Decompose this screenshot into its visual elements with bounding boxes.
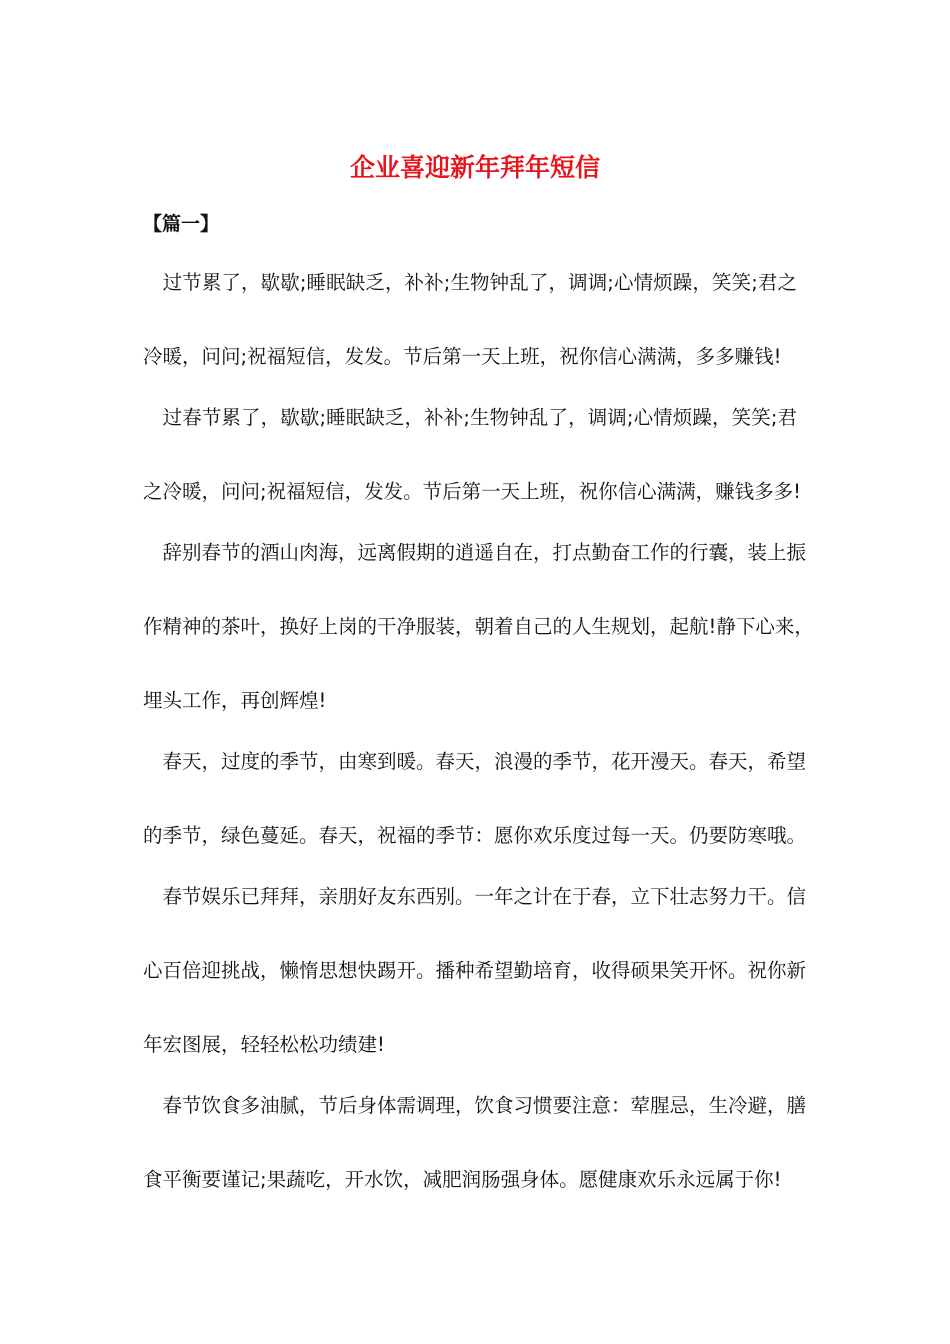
paragraph-line: 过节累了，歇歇;睡眠缺乏，补补;生物钟乱了，调调;心情烦躁，笑笑;君之 bbox=[143, 271, 797, 294]
document-body bbox=[143, 266, 814, 1197]
paragraph-line: 辞别春节的酒山肉海，远离假期的逍遥自在，打点勤奋工作的行囊，装上振 bbox=[143, 541, 807, 564]
paragraph-line: 春节饮食多油腻，节后身体需调理，饮食习惯要注意：荤腥忌，生冷避，膳 bbox=[143, 1094, 807, 1117]
paragraph-3 bbox=[143, 536, 814, 718]
paragraph-line: 年宏图展，轻轻松松功绩建! bbox=[143, 1033, 385, 1056]
paragraph-line: 食平衡要谨记;果蔬吃，开水饮，减肥润肠强身体。愿健康欢乐永远属于你! bbox=[143, 1168, 782, 1191]
paragraph-line: 春节娱乐已拜拜，亲朋好友东西别。一年之计在于春，立下壮志努力干。信 bbox=[143, 885, 807, 908]
paragraph-line: 的季节，绿色蔓延。春天，祝福的季节：愿你欢乐度过每一天。仍要防寒哦。 bbox=[143, 824, 807, 847]
paragraph-line: 之冷暖，问问;祝福短信，发发。节后第一天上班，祝你信心满满，赚钱多多! bbox=[143, 480, 801, 503]
paragraph-line: 冷暖，问问;祝福短信，发发。节后第一天上班，祝你信心满满，多多赚钱! bbox=[143, 345, 782, 368]
paragraph-line: 过春节累了，歇歇;睡眠缺乏，补补;生物钟乱了，调调;心情烦躁，笑笑;君 bbox=[143, 406, 797, 429]
paragraph-5 bbox=[143, 880, 807, 1062]
paragraph-line: 春天，过度的季节，由寒到暖。春天，浪漫的季节，花开漫天。春天，希望 bbox=[143, 750, 807, 773]
paragraph-2 bbox=[143, 401, 801, 509]
paragraph-6 bbox=[143, 1089, 807, 1197]
paragraph-line: 埋头工作，再创辉煌! bbox=[143, 689, 327, 712]
paragraph-1 bbox=[143, 266, 797, 374]
section-label: 【篇一】 bbox=[143, 213, 220, 235]
paragraph-line: 作精神的茶叶，换好上岗的干净服装，朝着自己的人生规划，起航!静下心来， bbox=[143, 615, 814, 638]
paragraph-4 bbox=[143, 745, 807, 853]
document-title: 企业喜迎新年拜年短信 bbox=[349, 153, 600, 182]
paragraph-line: 心百倍迎挑战，懒惰思想快踢开。播种希望勤培育，收得硕果笑开怀。祝你新 bbox=[143, 959, 807, 982]
